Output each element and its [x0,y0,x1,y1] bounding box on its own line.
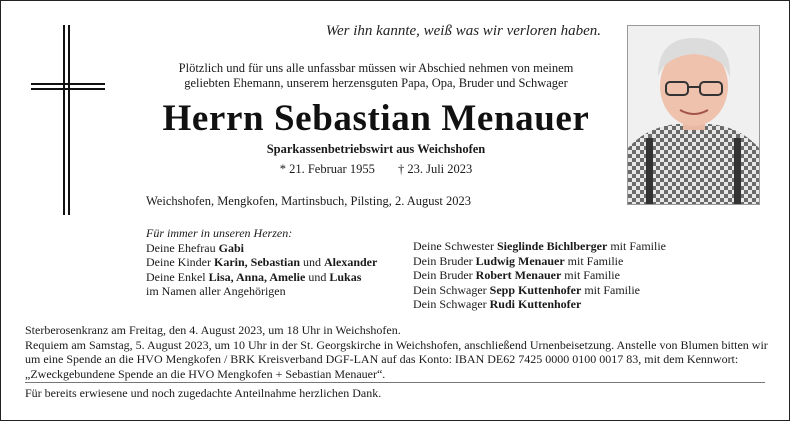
intro-text [141,61,611,91]
mourner-line: Dein Bruder Ludwig Menauer mit Familie [413,253,624,268]
occupation: Sparkassenbetriebswirt aus Weichshofen [266,142,486,156]
death-date: † 23. Juli 2023 [397,162,473,176]
requiem-info: Requiem am Samstag, 5. August 2023, um 10 Uhr in der St. Georgskirche in Weichshofen, anschließend Urnenbeisetzung. Anstelle von Blumen bitten wir um eine Spende an die HVO Mengkofen / BRK Kreisverband DGF-LAN auf das Konto: IBAN DE62 7425 0000 0100 0017 83, mit dem Kennwort: „Zweckgebundene Spende an die HVO Mengkofen + Sebastian Menauer“. [25,337,768,381]
mourners-family [146,226,377,299]
portrait-photo [627,25,760,205]
mourners-lead: Für immer in unseren Herzen: [146,226,293,240]
thanks-line: Für bereits erwiesene und noch zugedachte Anteilnahme herzlichen Dank. [25,386,382,400]
place-and-date: Weichshofen, Mengkofen, Martinsbuch, Pilsting, 2. August 2023 [146,194,472,208]
mourner-line: Dein Schwager Sepp Kuttenhofer mit Familie [413,282,640,297]
divider [25,382,765,383]
intro-line: Plötzlich und für uns alle unfassbar müssen wir Abschied nehmen von meinem [178,61,574,75]
mourners-siblings [413,239,666,312]
motto: Wer ihn kannte, weiß was wir verloren haben. [325,23,601,39]
portrait-image [628,26,759,204]
mourner-line: im Namen aller Angehörigen [146,284,286,298]
mourner-line: Deine Ehefrau Gabi [146,240,244,255]
intro-line: geliebten Ehemann, unserem herzensguten Papa, Opa, Bruder und Schwager [184,76,568,90]
mourner-line: Dein Bruder Robert Menauer mit Familie [413,268,620,282]
mourner-line: Dein Schwager Rudi Kuttenhofer [413,297,582,311]
mourner-line: Deine Enkel Lisa, Anna, Amelie und Lukas [146,269,362,284]
mourner-line: Deine Kinder Karin, Sebastian und Alexander [146,255,378,269]
service-details [25,323,775,381]
life-dates [141,162,611,177]
deceased-name: Herrn Sebastian Menauer [162,98,590,139]
cross-icon [31,25,105,215]
rosary-info: Sterberosenkranz am Freitag, den 4. August 2023, um 18 Uhr in Weichshofen. [25,323,401,337]
birth-date: * 21. Februar 1955 [279,162,375,176]
mourner-line: Deine Schwester Sieglinde Bichlberger mit Familie [413,239,666,253]
